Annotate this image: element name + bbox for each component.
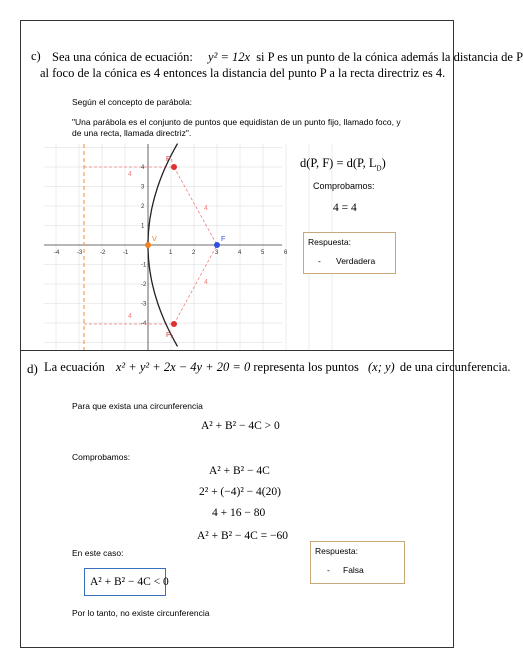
x-tick-label: 3 bbox=[215, 250, 219, 256]
part-d-statement bbox=[44, 360, 511, 375]
definition-line2: de una recta, llamada directriz". bbox=[72, 128, 192, 138]
y-tick-label: -4 bbox=[141, 321, 147, 327]
y-tick-label: 3 bbox=[141, 184, 145, 191]
answer-value-c: Verdadera bbox=[336, 256, 376, 266]
x-tick-label: -1 bbox=[123, 250, 129, 256]
part-d-points: (x; y) bbox=[368, 360, 395, 374]
formula-sub: D bbox=[376, 164, 382, 173]
dist-label-p1-focus: 4 bbox=[204, 205, 208, 212]
boxed-result-text: A² + B² − 4C < 0 bbox=[90, 576, 169, 588]
label-p1: P₁ bbox=[166, 156, 174, 163]
x-tick-label: 4 bbox=[238, 250, 242, 256]
answer-value-d: Falsa bbox=[343, 565, 364, 575]
x-tick-label: 2 bbox=[192, 250, 196, 256]
x-tick-label: 6 bbox=[284, 250, 288, 256]
case-label: En este caso: bbox=[72, 548, 124, 558]
part-c-line1 bbox=[52, 49, 523, 65]
y-tick-label: 2 bbox=[141, 204, 145, 210]
focus-point bbox=[214, 242, 220, 248]
formula-end: ) bbox=[381, 156, 386, 170]
part-d-text-mid: representa los puntos bbox=[253, 360, 359, 374]
answer-title-d: Respuesta: bbox=[315, 546, 358, 556]
y-tick-label: -2 bbox=[141, 282, 147, 288]
part-d-text-post: de una circunferencia. bbox=[399, 360, 511, 374]
x-tick-label: -2 bbox=[100, 250, 106, 256]
step1: A² + B² − 4C bbox=[209, 465, 270, 477]
part-c-line2: al foco de la cónica es 4 entonces la distancia del punto P a la recta directriz es 4. bbox=[40, 66, 446, 80]
graph-background bbox=[44, 144, 282, 350]
boxed-result bbox=[84, 568, 169, 596]
parabola-graph bbox=[44, 144, 288, 350]
step3: 4 + 16 − 80 bbox=[212, 507, 266, 519]
dist-label-p2-directrix: 4 bbox=[128, 313, 132, 320]
answer-box-d bbox=[310, 541, 405, 584]
point-p2 bbox=[171, 321, 177, 327]
label-focus: F bbox=[221, 236, 226, 243]
check-label-d: Comprobamos: bbox=[72, 452, 131, 462]
check-label-c: Comprobamos: bbox=[313, 181, 375, 191]
check-eq-c: 4 = 4 bbox=[333, 202, 357, 214]
part-d-text-pre: La ecuación bbox=[44, 360, 105, 374]
point-p1 bbox=[171, 164, 177, 170]
section-divider bbox=[20, 350, 454, 351]
vertex-point bbox=[145, 242, 151, 248]
formula-main: d(P, F) = d(P, L bbox=[300, 156, 377, 170]
part-c-equation: y² = 12x bbox=[208, 50, 251, 64]
step4: A² + B² − 4C = −60 bbox=[197, 530, 288, 542]
label-vertex: V bbox=[152, 236, 157, 243]
condition-eq: A² + B² − 4C > 0 bbox=[201, 420, 280, 432]
answer-dash-c: - bbox=[318, 256, 321, 266]
y-tick-label: 4 bbox=[141, 165, 145, 171]
definition-line1: "Una parábola es el conjunto de puntos que equidistan de un punto fijo, llamado foco, y bbox=[72, 117, 401, 127]
answer-box-c bbox=[303, 232, 396, 274]
condition-label: Para que exista una circunferencia bbox=[72, 401, 203, 411]
x-tick-label: -3 bbox=[77, 250, 83, 256]
part-c-label: c) bbox=[31, 49, 41, 63]
dist-label-p2-focus: 4 bbox=[204, 279, 208, 286]
conclusion: Por lo tanto, no existe circunferencia bbox=[72, 608, 210, 618]
part-c-line1-pre: Sea una cónica de ecuación: bbox=[52, 50, 193, 64]
x-tick-label: 1 bbox=[169, 250, 173, 256]
x-tick-label: 5 bbox=[261, 250, 265, 256]
answer-dash-d: - bbox=[327, 565, 330, 575]
step2: 2² + (−4)² − 4(20) bbox=[199, 486, 281, 498]
dist-label-p1-directrix: 4 bbox=[128, 171, 132, 178]
part-c-line1-post: si P es un punto de la cónica además la distancia de P bbox=[256, 50, 523, 64]
answer-title-c: Respuesta: bbox=[308, 237, 351, 247]
part-d-label: d) bbox=[27, 361, 38, 376]
part-d-equation: x² + y² + 2x − 4y + 20 = 0 bbox=[115, 360, 251, 374]
y-tick-label: -1 bbox=[141, 262, 147, 269]
distance-formula bbox=[300, 156, 386, 173]
concept-title: Según el concepto de parábola: bbox=[72, 97, 193, 107]
x-tick-label: -4 bbox=[54, 250, 60, 256]
y-tick-label: 1 bbox=[141, 223, 145, 230]
label-p2: P₂ bbox=[166, 332, 174, 339]
y-tick-label: -3 bbox=[141, 301, 147, 308]
